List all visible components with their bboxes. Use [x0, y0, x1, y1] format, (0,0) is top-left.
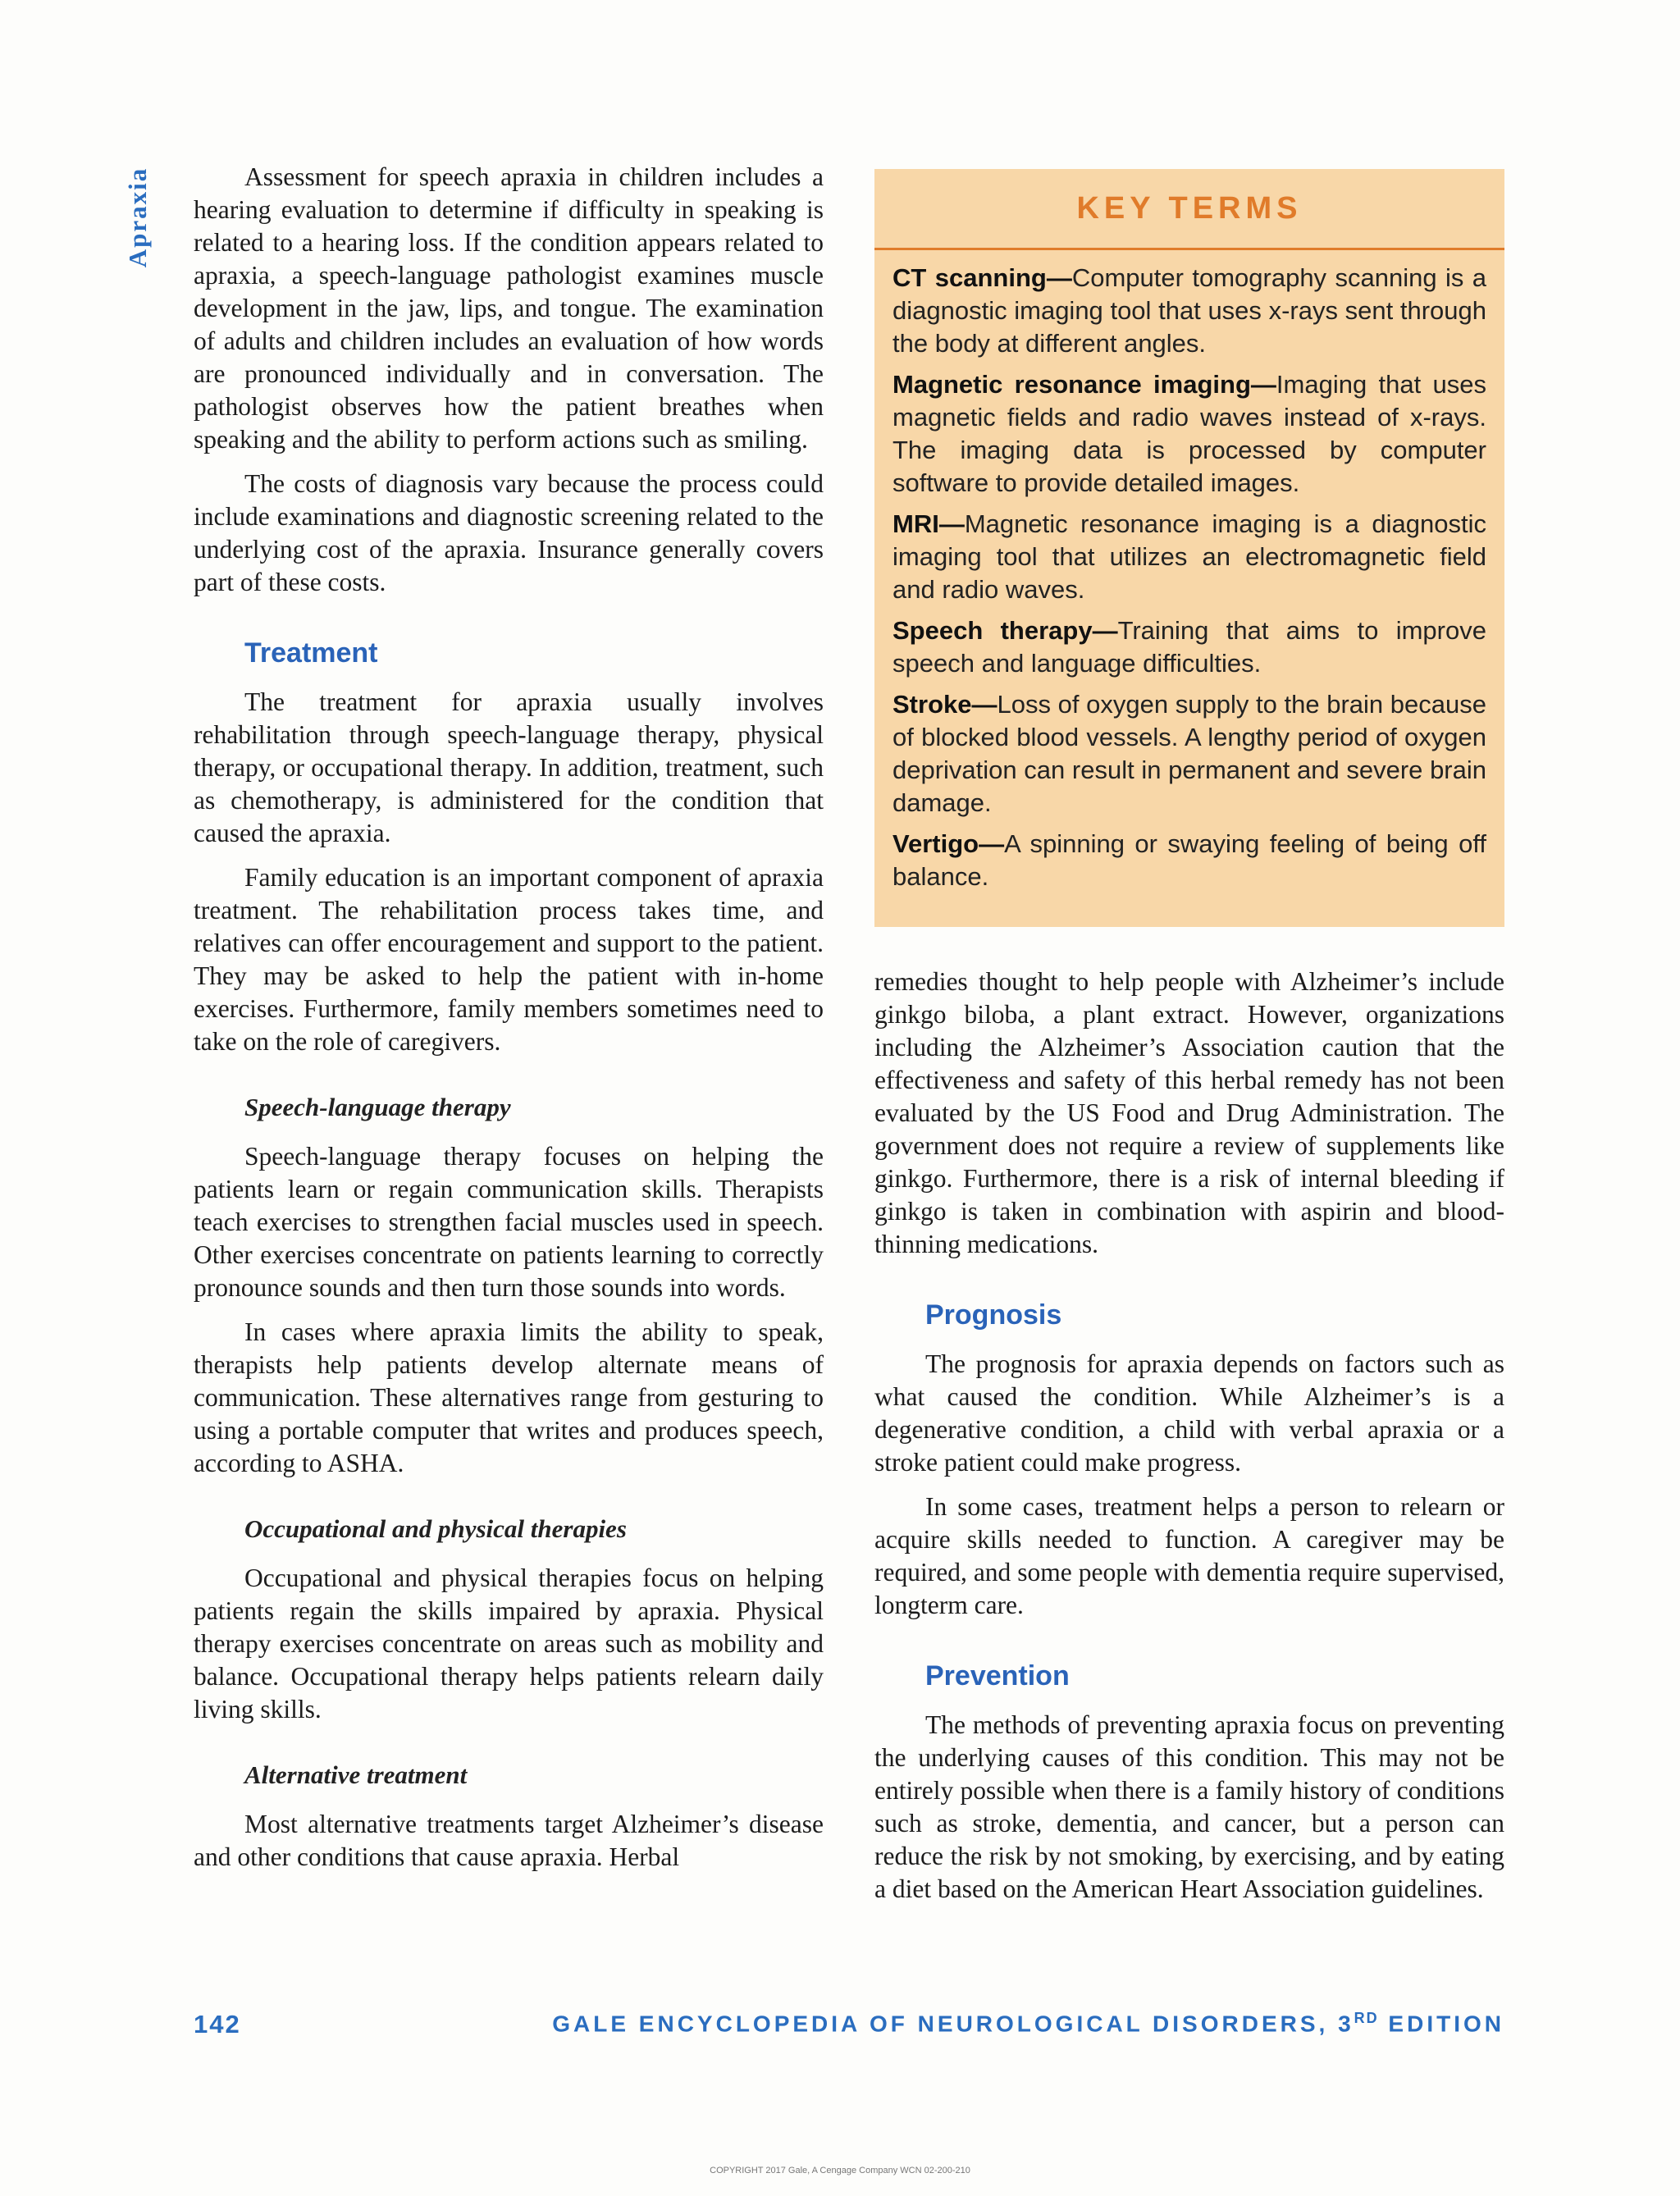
book-title-edition-suffix: RD [1354, 2010, 1379, 2026]
key-terms-box [874, 169, 1504, 927]
key-term-label: Speech therapy— [892, 616, 1118, 645]
key-term-label: Vertigo— [892, 829, 1005, 858]
left-column [194, 161, 824, 1885]
book-title-edition: EDITION [1378, 2011, 1504, 2037]
key-term-ct-scanning [892, 262, 1486, 360]
key-term-speech-therapy [892, 614, 1486, 680]
heading-prognosis: Prognosis [925, 1299, 1062, 1331]
subheading-occupational-physical: Occupational and physical therapies [244, 1514, 627, 1543]
paragraph-alternative: Most alternative treatments target Alzheimer’s disease and other conditions that cause apraxia. Herbal [194, 1810, 824, 1871]
key-term-definition: Magnetic resonance imaging is a diagnostic imaging tool that utilizes an electromagnetic field and radio waves. [892, 509, 1486, 604]
key-term-label: MRI— [892, 509, 965, 538]
key-term-stroke [892, 688, 1486, 820]
paragraph-treatment: The treatment for apraxia usually involves rehabilitation through speech-language therapy, physical therapy, or occupational therapy. In addition, treatment, such as chemotherapy, is administered for the condition that caused the apraxia. [194, 687, 824, 847]
key-term-definition: Computer tomography scanning is a diagnostic imaging tool that uses x-rays sent through the body at different angles. [892, 263, 1487, 358]
paragraph-speech-therapy-1: Speech-language therapy focuses on helping the patients learn or regain communication skills. Therapists teach exercises to strengthen facial muscles used in speech. Other exercises concentrate on patients learning to correctly pronounce sounds and then turn those sounds into words. [194, 1142, 824, 1302]
book-title-main: GALE ENCYCLOPEDIA OF NEUROLOGICAL DISORDERS, 3 [552, 2011, 1354, 2037]
paragraph-family-education: Family education is an important component of apraxia treatment. The rehabilitation process takes time, and relatives can offer encouragement and support to the patient. They may be asked to help the patient with in-home exercises. Furthermore, family members sometimes need to take on the role of caregivers. [194, 863, 824, 1056]
page-number: 142 [194, 2010, 241, 2038]
key-term-label: CT scanning— [892, 263, 1072, 292]
key-term-definition: Loss of oxygen supply to the brain because of blocked blood vessels. A lengthy period of oxygen deprivation can result in permanent and severe brain damage. [892, 690, 1486, 817]
key-terms-list [874, 250, 1504, 893]
copyright-notice: COPYRIGHT 2017 Gale, A Cengage Company WCN 02-200-210 [710, 2166, 970, 2175]
paragraph-assessment: Assessment for speech apraxia in children includes a hearing evaluation to determine if difficulty in speaking is related to a hearing loss. If the condition appears related to apraxia, a speech-language pathologist examines muscle development in the jaw, lips, and tongue. The examination of adults and children includes an evaluation of how words are pronounced individually and in conversation. The pathologist observes how the patient breathes when speaking and the ability to perform actions such as smiling. [194, 162, 824, 454]
paragraph-speech-therapy-2: In cases where apraxia limits the ability to speak, therapists help patients develop alternate means of communication. These alternatives range from gesturing to using a portable computer that writes and produces speech, according to ASHA. [194, 1317, 824, 1477]
book-title [552, 2010, 1504, 2037]
right-column [874, 966, 1504, 1917]
paragraph-costs: The costs of diagnosis vary because the process could include examinations and diagnostic screening related to the underlying cost of the apraxia. Insurance generally covers part of these costs. [194, 469, 824, 596]
key-term-magnetic-resonance-imaging [892, 368, 1486, 500]
paragraph-prognosis-2: In some cases, treatment helps a person to relearn or acquire skills needed to function. A caregiver may be required, and some people with dementia require supervised, longterm care. [874, 1492, 1504, 1619]
key-term-label: Magnetic resonance imaging— [892, 370, 1276, 399]
key-terms-title: KEY TERMS [1076, 190, 1303, 226]
paragraph-occupational: Occupational and physical therapies focus on helping patients regain the skills impaired by apraxia. Physical therapy exercises concentrate on areas such as mobility and balance. Occupational therapy helps patients relearn daily living skills. [194, 1564, 824, 1723]
key-term-definition: A spinning or swaying feeling of being off balance. [892, 829, 1486, 891]
key-term-definition: Training that aims to improve speech and language difficulties. [892, 616, 1486, 678]
paragraph-prognosis-1: The prognosis for apraxia depends on factors such as what caused the condition. While Alzheimer’s is a degenerative condition, a child with verbal apraxia or a stroke patient could make progress. [874, 1349, 1504, 1477]
running-head-tab [121, 164, 154, 271]
key-term-mri [892, 508, 1486, 606]
paragraph-prevention: The methods of preventing apraxia focus on preventing the underlying causes of this condition. This may not be entirely possible when there is a family history of conditions such as stroke, dementia, and cancer, but a person can reduce the risk by not smoking, by exercising, and by eating a diet based on the American Heart Association guidelines. [874, 1710, 1504, 1903]
key-term-vertigo [892, 828, 1486, 893]
key-term-label: Stroke— [892, 690, 998, 719]
heading-prevention: Prevention [925, 1660, 1070, 1692]
key-terms-header [874, 169, 1504, 250]
running-head: Apraxia [123, 167, 152, 268]
paragraph-herbal-continued: remedies thought to help people with Alzheimer’s include ginkgo biloba, a plant extract. However, organizations including the Alzheimer’s Association caution that the effectiveness and safety of this herbal remedy has not been evaluated by the US Food and Drug Administration. The government does not require a review of supplements like ginkgo. Furthermore, there is a risk of internal bleeding if ginkgo is taken in combination with aspirin and blood-thinning medications. [874, 967, 1504, 1258]
subheading-alternative-treatment: Alternative treatment [244, 1760, 468, 1789]
heading-treatment: Treatment [244, 637, 378, 669]
subheading-speech-language-therapy: Speech-language therapy [244, 1093, 511, 1121]
key-term-definition: Imaging that uses magnetic fields and radio waves instead of x-rays. The imaging data is processed by computer software to provide detailed images. [892, 370, 1487, 497]
